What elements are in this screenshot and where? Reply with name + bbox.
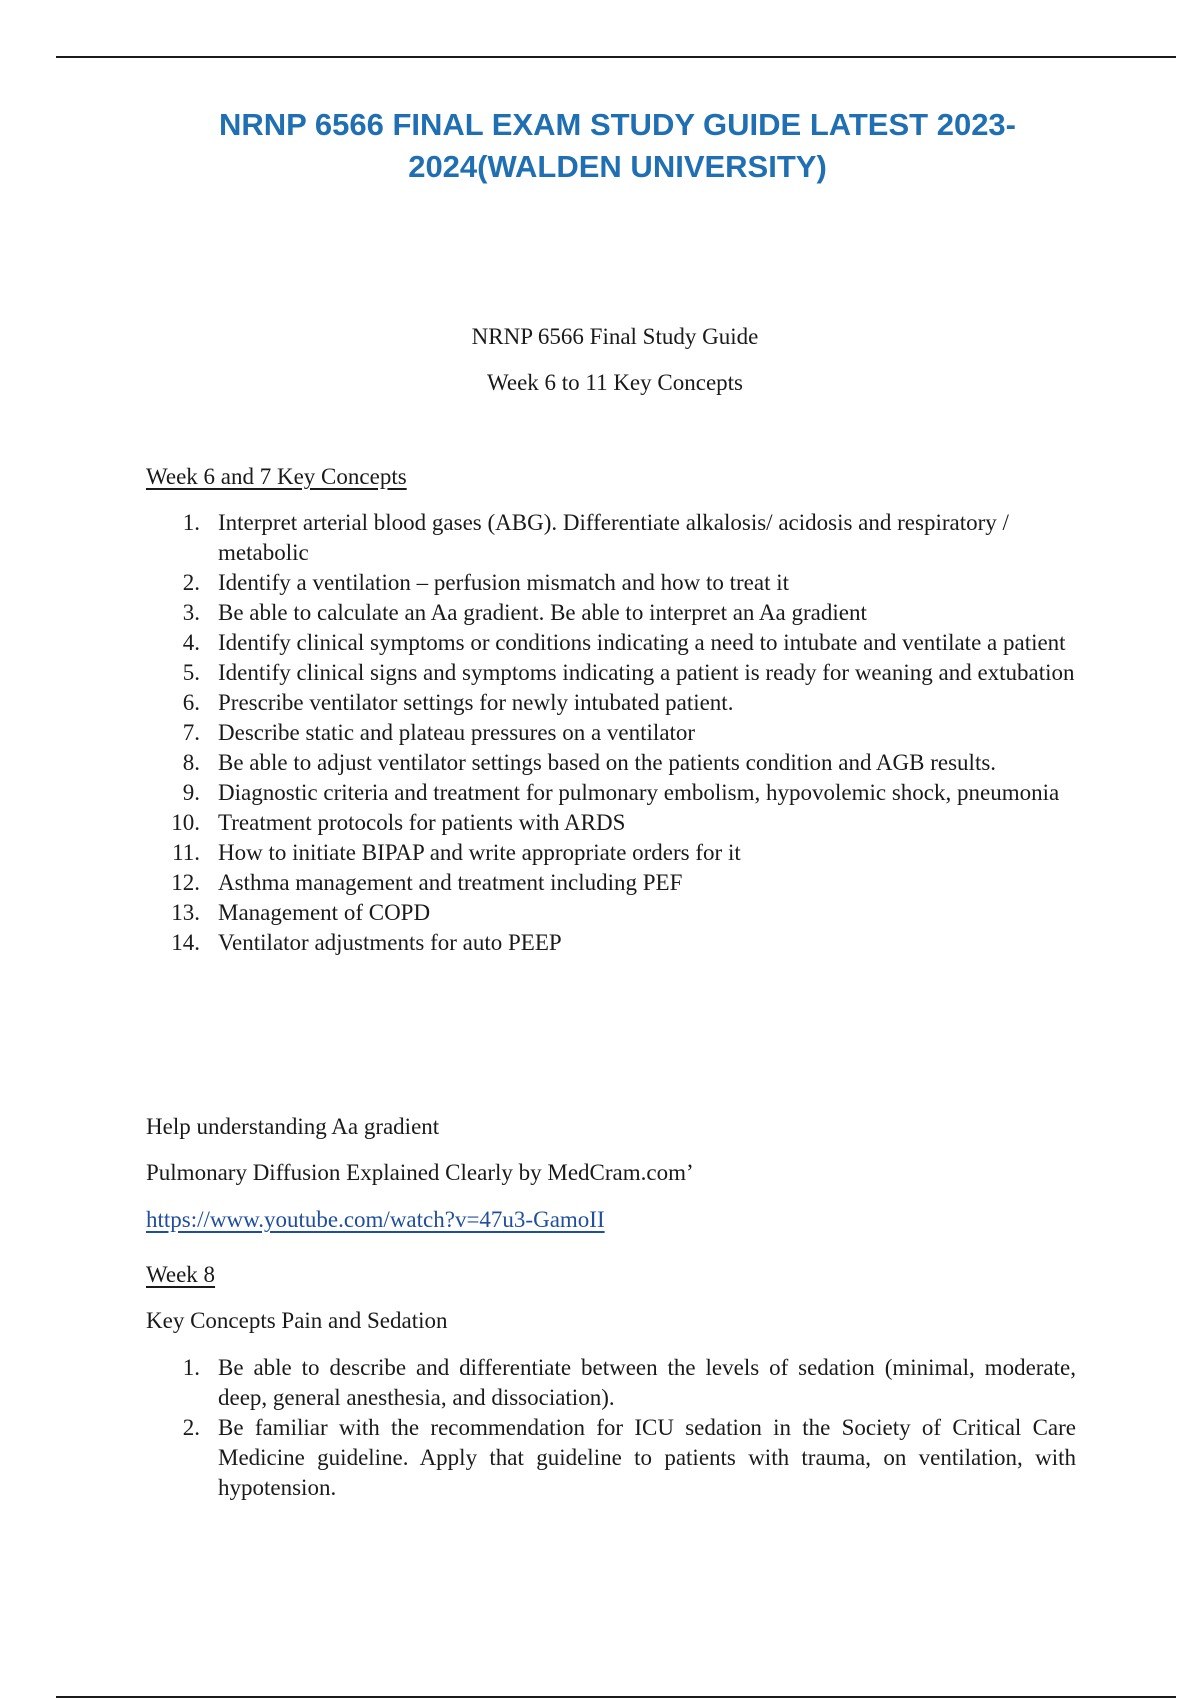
week6-list-item — [146, 508, 1076, 568]
week6-list-item — [146, 688, 1076, 718]
week6-list-item — [146, 598, 1076, 628]
week6-list-item — [146, 778, 1076, 808]
week6-list-item — [146, 718, 1076, 748]
week6-item-text: Identify clinical signs and symptoms indicating a patient is ready for weaning and extubation — [218, 660, 1075, 685]
week6-item-text: Be able to calculate an Aa gradient. Be able to interpret an Aa gradient — [218, 600, 867, 625]
week6-item-number: 10. — [171, 810, 200, 835]
week6-item-text: Diagnostic criteria and treatment for pulmonary embolism, hypovolemic shock, pneumonia — [218, 780, 1060, 805]
week6-item-number: 2. — [182, 570, 200, 595]
week6-item-text: Management of COPD — [218, 900, 431, 925]
week6-concept-list — [146, 508, 1076, 958]
document-title-line-2: 2024(WALDEN UNIVERSITY) — [408, 149, 827, 184]
week6-list-item — [146, 928, 1076, 958]
week8-heading: Week 8 — [146, 1262, 216, 1287]
week-range-subtitle: Week 6 to 11 Key Concepts — [487, 370, 743, 395]
top-rule — [56, 56, 1176, 58]
week6-item-text: Treatment protocols for patients with ARDS — [218, 810, 626, 835]
week6-item-text: Be able to adjust ventilator settings based on the patients condition and AGB results. — [218, 750, 997, 775]
week8-subheading: Key Concepts Pain and Sedation — [146, 1308, 448, 1333]
week8-item-number: 2. — [182, 1415, 200, 1440]
week8-concept-list — [146, 1353, 1076, 1503]
week6-list-item — [146, 628, 1076, 658]
week6-item-text: Identify clinical symptoms or conditions indicating a need to intubate and ventilate a patient — [218, 630, 1066, 655]
week6-item-text: Ventilator adjustments for auto PEEP — [218, 930, 562, 955]
week8-item-number: 1. — [182, 1355, 200, 1380]
week6-item-text: Prescribe ventilator settings for newly intubated patient. — [218, 690, 734, 715]
week8-item-text: Be familiar with the recommendation for ICU sedation in the Society of Critical Care Medicine guideline. Apply that guideline to patients with trauma, on ventilation, with hypotension. — [218, 1415, 1076, 1500]
week6-item-text: Identify a ventilation – perfusion mismatch and how to treat it — [218, 570, 790, 595]
week6-item-text: How to initiate BIPAP and write appropriate orders for it — [218, 840, 741, 865]
week6-item-number: 3. — [182, 600, 200, 625]
week6-heading: Week 6 and 7 Key Concepts — [146, 464, 407, 489]
document-title-line-1: NRNP 6566 FINAL EXAM STUDY GUIDE LATEST 2023- — [218, 107, 1016, 142]
week6-list-item — [146, 568, 1076, 598]
week6-list-item — [146, 898, 1076, 928]
week6-item-number: 5. — [182, 660, 200, 685]
week6-item-number: 11. — [172, 840, 200, 865]
week6-list-item — [146, 808, 1076, 838]
youtube-link[interactable]: https://www.youtube.com/watch?v=47u3-GamoII — [146, 1207, 605, 1232]
week6-list-item — [146, 838, 1076, 868]
video-title-text: Pulmonary Diffusion Explained Clearly by MedCram.com’ — [146, 1160, 694, 1185]
week6-list-item — [146, 868, 1076, 898]
week6-list-item — [146, 748, 1076, 778]
week6-item-number: 13. — [171, 900, 200, 925]
document-title — [0, 104, 1200, 188]
week6-item-number: 9. — [182, 780, 200, 805]
week8-list-item — [146, 1353, 1076, 1413]
week6-item-number: 12. — [171, 870, 200, 895]
week6-item-text: Asthma management and treatment including PEF — [218, 870, 683, 895]
week6-item-number: 4. — [182, 630, 200, 655]
study-guide-subtitle: NRNP 6566 Final Study Guide — [471, 324, 759, 349]
week6-item-text: Describe static and plateau pressures on a ventilator — [218, 720, 696, 745]
week8-list-item — [146, 1413, 1076, 1503]
week6-item-number: 6. — [182, 690, 200, 715]
bottom-rule — [56, 1696, 1176, 1698]
aa-gradient-help-text: Help understanding Aa gradient — [146, 1114, 440, 1139]
week6-item-number: 1. — [182, 510, 200, 535]
week6-item-number: 14. — [171, 930, 200, 955]
week6-item-text: Interpret arterial blood gases (ABG). Differentiate alkalosis/ acidosis and respiratory / metabolic — [218, 510, 1009, 565]
week8-item-text: Be able to describe and differentiate between the levels of sedation (minimal, moderate, deep, general anesthesia, and dissociation). — [218, 1355, 1076, 1410]
week6-list-item — [146, 658, 1076, 688]
week6-item-number: 7. — [182, 720, 200, 745]
week6-item-number: 8. — [182, 750, 200, 775]
